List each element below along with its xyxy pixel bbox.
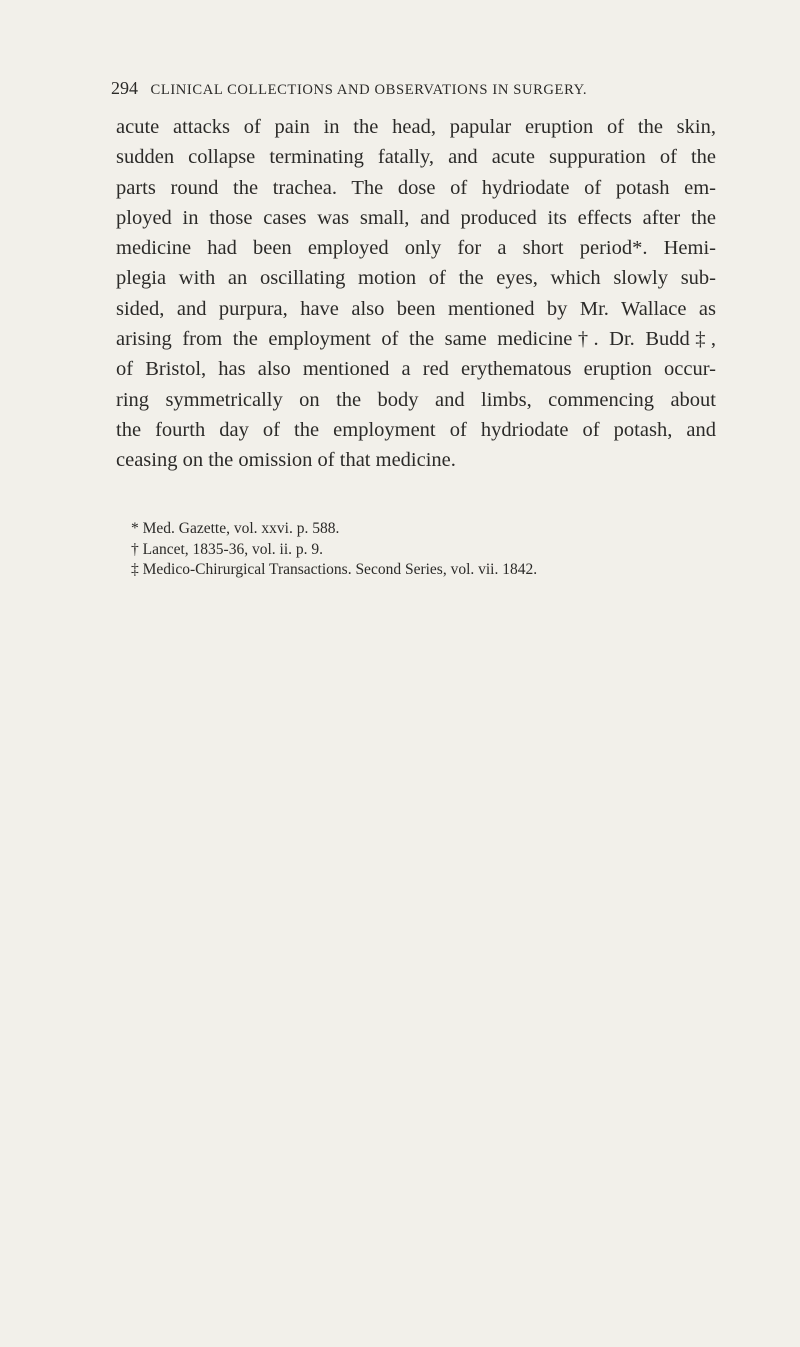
body-paragraph	[116, 112, 716, 476]
footnote: † Lancet, 1835-36, vol. ii. p. 9.	[131, 540, 323, 558]
text-line: ceasing on the omission of that medicine.	[116, 449, 456, 472]
text-line: ployed in those cases was small, and produced its effects after the	[116, 206, 716, 229]
footnotes	[131, 519, 731, 581]
footnote: * Med. Gazette, vol. xxvi. p. 588.	[131, 520, 340, 537]
footnote: ‡ Medico-Chirurgical Transactions. Second Series, vol. vii. 1842.	[131, 561, 538, 579]
text-line: arising from the employment of the same medicine†. Dr. Budd‡,	[116, 328, 716, 351]
text-line: parts round the trachea. The dose of hydriodate of potash em-	[116, 176, 716, 199]
text-line: acute attacks of pain in the head, papular eruption of the skin,	[116, 116, 716, 138]
text-line: the fourth day of the employment of hydriodate of potash, and	[116, 418, 716, 441]
text-line: medicine had been employed only for a short period*. Hemi-	[116, 237, 716, 260]
text-line: sided, and purpura, have also been mentioned by Mr. Wallace as	[116, 297, 716, 320]
text-line: of Bristol, has also mentioned a red erythematous eruption occur-	[116, 358, 716, 381]
running-head	[111, 78, 711, 99]
text-line: sudden collapse terminating fatally, and acute suppuration of the	[116, 146, 716, 169]
running-title: CLINICAL COLLECTIONS AND OBSERVATIONS IN SURGERY.	[150, 82, 588, 98]
page-number: 294	[111, 78, 138, 98]
text-line: ring symmetrically on the body and limbs, commencing about	[116, 388, 716, 411]
text-line: plegia with an oscillating motion of the eyes, which slowly sub-	[116, 267, 716, 290]
